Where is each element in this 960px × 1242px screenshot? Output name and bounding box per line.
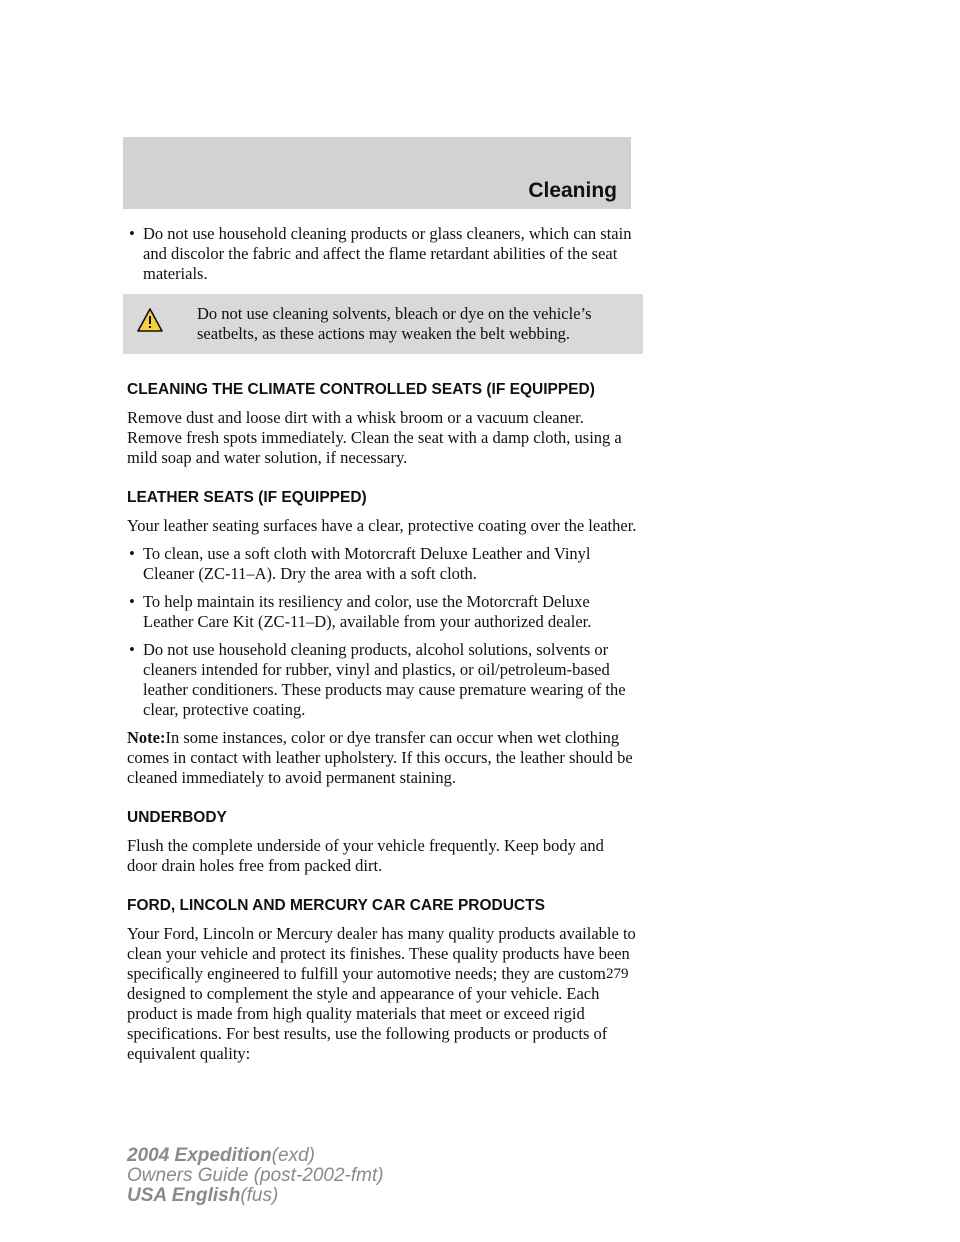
heading-leather-seats: LEATHER SEATS (IF EQUIPPED) — [127, 489, 367, 506]
list-item — [127, 592, 637, 632]
footer-line-guide: Owners Guide (post-2002-fmt) — [127, 1165, 384, 1186]
footer-language-code: (fus) — [240, 1185, 279, 1206]
list-item-text: To clean, use a soft cloth with Motorcraft Deluxe Leather and Vinyl Cleaner (ZC-11–A). Dry the area with a soft cloth. — [143, 544, 591, 583]
paragraph-leather-intro: Your leather seating surfaces have a clear, protective coating over the leather. — [127, 516, 637, 535]
footer-line-model — [127, 1146, 384, 1166]
bullet-dot: • — [129, 640, 135, 659]
paragraph-car-care-products: Your Ford, Lincoln or Mercury dealer has many quality products available to clean your vehicle and protect its finishes. These quality products have been specifically engineered to fulfill your automotive needs; they are custom designed to complement the style and appearance of your vehicle. Each product is made from high quality materials that meet or exceed rigid specifications. For best results, use the following products or products of equivalent quality: — [127, 924, 636, 1063]
paragraph-underbody: Flush the complete underside of your vehicle frequently. Keep body and door drain holes free from packed dirt. — [127, 836, 604, 875]
heading-climate-seats: CLEANING THE CLIMATE CONTROLLED SEATS (IF EQUIPPED) — [127, 381, 595, 398]
list-item — [127, 544, 637, 584]
page-number: 279 — [606, 966, 629, 982]
heading-car-care-products: FORD, LINCOLN AND MERCURY CAR CARE PRODUCTS — [127, 897, 545, 914]
document-footer — [127, 1146, 384, 1206]
bullet-dot: • — [129, 544, 135, 563]
list-item — [127, 640, 637, 720]
section-title: Cleaning — [528, 179, 617, 202]
note-text: In some instances, color or dye transfer can occur when wet clothing comes in contact with leather upholstery. If this occurs, the leather should be cleaned immediately to avoid permanent staining. — [127, 728, 633, 787]
footer-model: 2004 Expedition — [127, 1145, 272, 1166]
page-content — [127, 224, 637, 1072]
list-item-text: Do not use household cleaning products or glass cleaners, which can stain and discolor the fabric and affect the flame retardant abilities of the seat materials. — [143, 224, 632, 283]
note-label: Note: — [127, 728, 166, 747]
heading-underbody: UNDERBODY — [127, 809, 227, 826]
list-item — [127, 224, 637, 284]
footer-language: USA English — [127, 1185, 241, 1206]
paragraph-climate-seats: Remove dust and loose dirt with a whisk broom or a vacuum cleaner. Remove fresh spots immediately. Clean the seat with a damp cloth, using a mild soap and water solution, if necessary. — [127, 408, 622, 467]
warning-box — [123, 294, 643, 354]
bullet-dot: • — [129, 224, 135, 243]
section-header-band — [123, 137, 631, 209]
warning-text: Do not use cleaning solvents, bleach or dye on the vehicle’s seatbelts, as these actions may weaken the belt webbing. — [197, 304, 592, 343]
note-paragraph — [127, 728, 637, 788]
list-item-text: Do not use household cleaning products, alcohol solutions, solvents or cleaners intended for rubber, vinyl and plastics, or oil/petroleum-based leather conditioners. These products may cause premature wearing of the clear, protective coating. — [143, 640, 626, 719]
bullet-dot: • — [129, 592, 135, 611]
warning-triangle-icon — [137, 308, 163, 332]
list-item-text: To help maintain its resiliency and color, use the Motorcraft Deluxe Leather Care Kit (ZC-11–D), available from your authorized dealer. — [143, 592, 592, 631]
footer-model-code: (exd) — [271, 1145, 315, 1166]
footer-line-language — [127, 1186, 384, 1206]
